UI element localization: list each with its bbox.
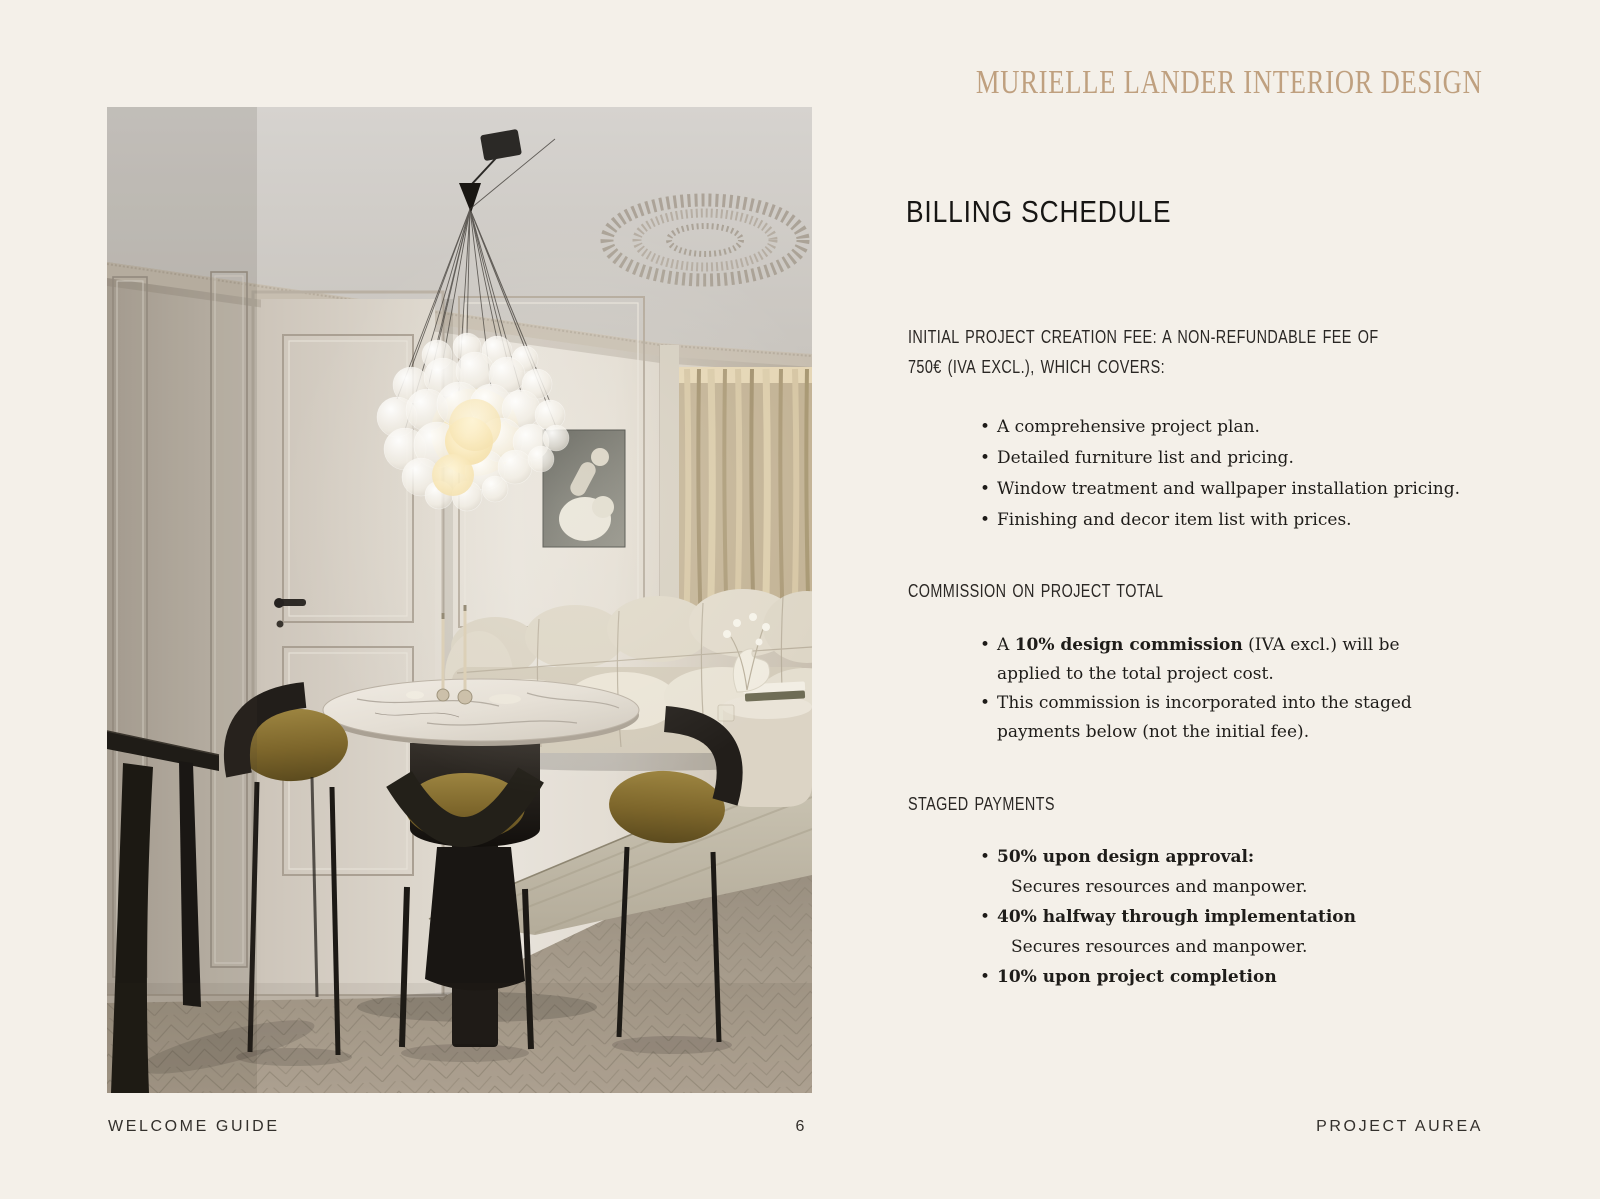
- list-item: [997, 842, 1356, 902]
- interior-photo: [107, 107, 812, 1093]
- commission-bold: 10% design commission: [1014, 635, 1243, 655]
- footer-page-number: 6: [795, 1118, 805, 1135]
- commission-list: [997, 631, 1467, 747]
- list-item: • Window treatment and wallpaper installation pricing.: [997, 474, 1460, 505]
- list-item: [997, 962, 1356, 992]
- list-item: [997, 631, 1467, 689]
- footer-document-name: WELCOME GUIDE: [108, 1118, 280, 1135]
- page-title: BILLING SCHEDULE: [906, 194, 1172, 229]
- list-item: [997, 902, 1356, 962]
- staged-bold: 50% upon design approval:: [997, 847, 1255, 867]
- commission-post: (IVA excl.) will be applied to the total project cost.: [997, 635, 1400, 684]
- interior-photo-art: [107, 107, 812, 1093]
- staged-bold: 40% halfway through implementation: [997, 907, 1357, 927]
- staged-sub: Secures resources and manpower.: [1011, 877, 1308, 897]
- commission-pre: A: [997, 635, 1015, 655]
- staged-heading: STAGED PAYMENTS: [908, 794, 1055, 814]
- initial-fee-line-2: 750€ (IVA EXCL.), WHICH COVERS:: [908, 357, 1165, 377]
- footer-project-name: PROJECT AUREA: [1316, 1118, 1483, 1135]
- staged-bold: 10% upon project completion: [997, 967, 1277, 987]
- list-item: • Detailed furniture list and pricing.: [997, 443, 1460, 474]
- staged-list: [997, 842, 1356, 992]
- list-item: • This commission is incorporated into the staged payments below (not the initial fee).: [997, 689, 1467, 747]
- list-item: • Finishing and decor item list with prices.: [997, 505, 1460, 536]
- initial-fee-line-1: INITIAL PROJECT CREATION FEE: A NON-REFUNDABLE FEE OF: [908, 327, 1379, 347]
- brand-wordmark: MURIELLE LANDER INTERIOR DESIGN: [976, 64, 1483, 101]
- list-item: • A comprehensive project plan.: [997, 412, 1460, 443]
- commission-heading: COMMISSION ON PROJECT TOTAL: [908, 581, 1164, 601]
- covers-list: [997, 412, 1460, 536]
- staged-sub: Secures resources and manpower.: [1011, 937, 1308, 957]
- initial-fee-paragraph: [908, 322, 1379, 382]
